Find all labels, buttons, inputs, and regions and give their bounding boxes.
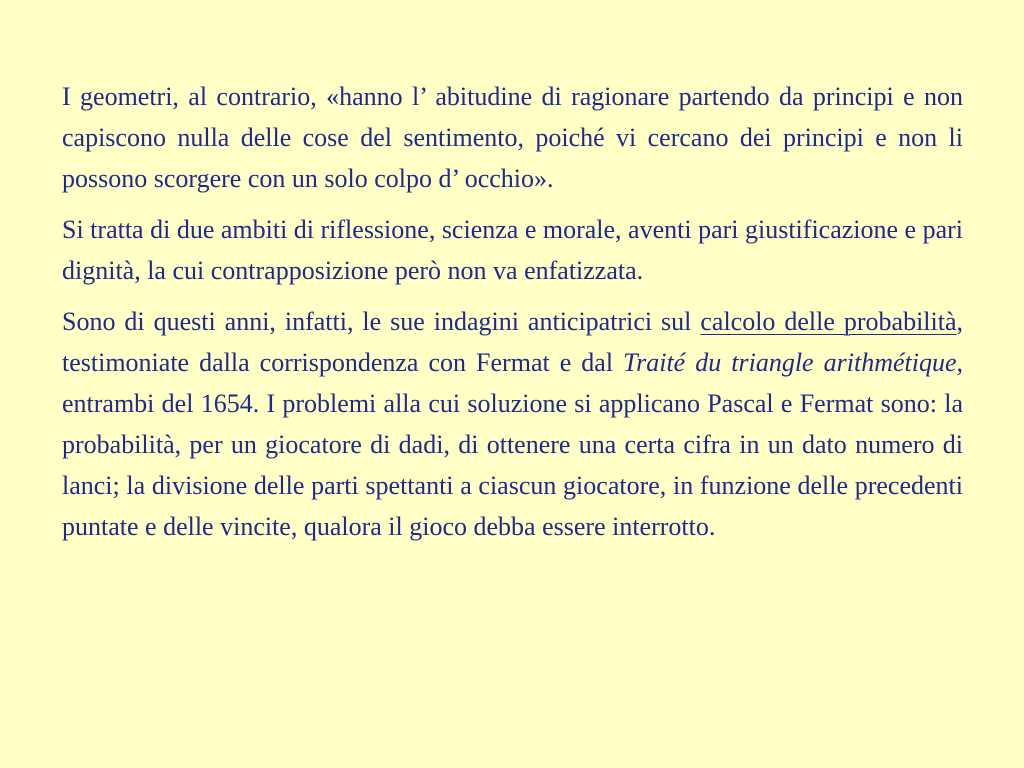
slide-body	[62, 76, 963, 547]
paragraph-calcolo-lead: Sono di questi anni, infatti, le sue indagini anticipatrici sul	[62, 307, 701, 336]
paragraph-calcolo-tail: , entrambi del 1654. I problemi alla cui soluzione si applicano Pascal e Fermat sono: la probabilità, per un giocatore di dadi, di ottenere una certa cifra in un dato numero di lanci; la divisione delle parti spettanti a ciascun giocatore, in funzione delle precedenti puntate e delle vincite, qualora il gioco debba essere interrotto.	[62, 348, 963, 541]
paragraph-ambiti: Si tratta di due ambiti di riflessione, scienza e morale, aventi pari giustificazione e pari dignità, la cui contrapposizione però non va enfatizzata.	[62, 215, 964, 285]
calcolo-probabilita-link[interactable]: calcolo delle probabilità	[700, 307, 957, 336]
paragraph-calcolo	[62, 301, 963, 547]
paragraph-calcolo-middle: , testimoniate dalla corrispondenza con Fermat e dal	[62, 307, 964, 377]
paragraph-geometri: I geometri, al contrario, «hanno l’ abitudine di ragionare partendo da principi e non capiscono nulla delle cose del sentimento, poiché vi cercano dei principi e non li possono scorgere con un solo colpo d’ occhio».	[62, 82, 963, 193]
traite-book-title: Traité du triangle arithmétique	[623, 348, 957, 377]
